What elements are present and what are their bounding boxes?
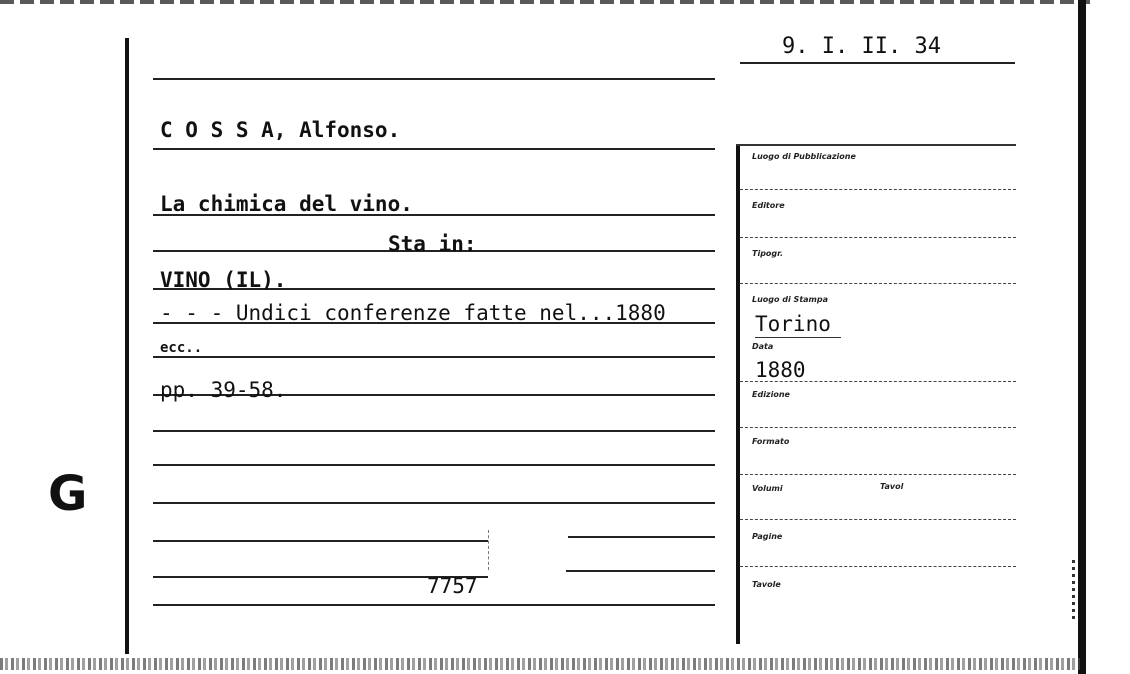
ruled-line [153, 604, 715, 606]
panel-label: Editore [752, 201, 785, 210]
panel-label: Edizione [752, 390, 790, 399]
ruled-line [153, 430, 715, 432]
panel-label: Data [752, 342, 774, 351]
catalog-number: 9. I. II. 34 [782, 34, 941, 59]
printing-place: Torino [755, 312, 831, 336]
panel-label: Volumi [752, 484, 783, 493]
sta-in-label: Sta in: [388, 232, 477, 256]
host-title: VINO (IL). [160, 268, 287, 292]
card-right-edge [1078, 0, 1086, 674]
margin-line [125, 38, 129, 654]
shelf-number: 7757 [427, 574, 478, 598]
panel-rule [740, 381, 1016, 382]
ruled-line [566, 570, 715, 572]
panel-label: Luogo di Stampa [752, 295, 828, 304]
panel-rule [740, 283, 1016, 284]
ruled-line [153, 464, 715, 466]
ruled-line [568, 536, 715, 538]
author-name: C O S S A, Alfonso. [160, 118, 401, 142]
panel-rule [755, 337, 841, 338]
scan-noise [1072, 560, 1075, 620]
page-range: pp. 39-58. [160, 378, 287, 402]
continuation-text: ecc.. [160, 340, 203, 356]
catalog-number-rule [740, 62, 1015, 64]
side-letter: G [48, 466, 88, 522]
panel-rule [740, 189, 1016, 190]
ruled-line [153, 356, 715, 358]
ruled-line [153, 148, 715, 150]
panel-rule [740, 519, 1016, 520]
tick-mark [488, 530, 491, 570]
ruled-line [153, 502, 715, 504]
card-bottom-edge [0, 658, 1080, 670]
card-top-edge [0, 0, 1090, 4]
host-subtitle: - - - Undici conferenze fatte nel...1880 [160, 301, 666, 325]
panel-rule [740, 237, 1016, 238]
work-title: La chimica del vino. [160, 192, 413, 216]
panel-label: Tavole [752, 580, 781, 589]
panel-border [736, 146, 740, 644]
panel-rule [740, 474, 1016, 475]
panel-label: Pagine [752, 532, 783, 541]
panel-rule [740, 427, 1016, 428]
ruled-line [153, 540, 488, 542]
ruled-line [153, 78, 715, 80]
panel-label: Tipogr. [752, 249, 783, 258]
panel-rule [740, 566, 1016, 567]
panel-top-rule [736, 144, 1016, 146]
panel-label: Tavol [880, 482, 904, 491]
panel-label: Formato [752, 437, 790, 446]
publication-date: 1880 [755, 358, 806, 382]
panel-label: Luogo di Pubblicazione [752, 152, 856, 161]
